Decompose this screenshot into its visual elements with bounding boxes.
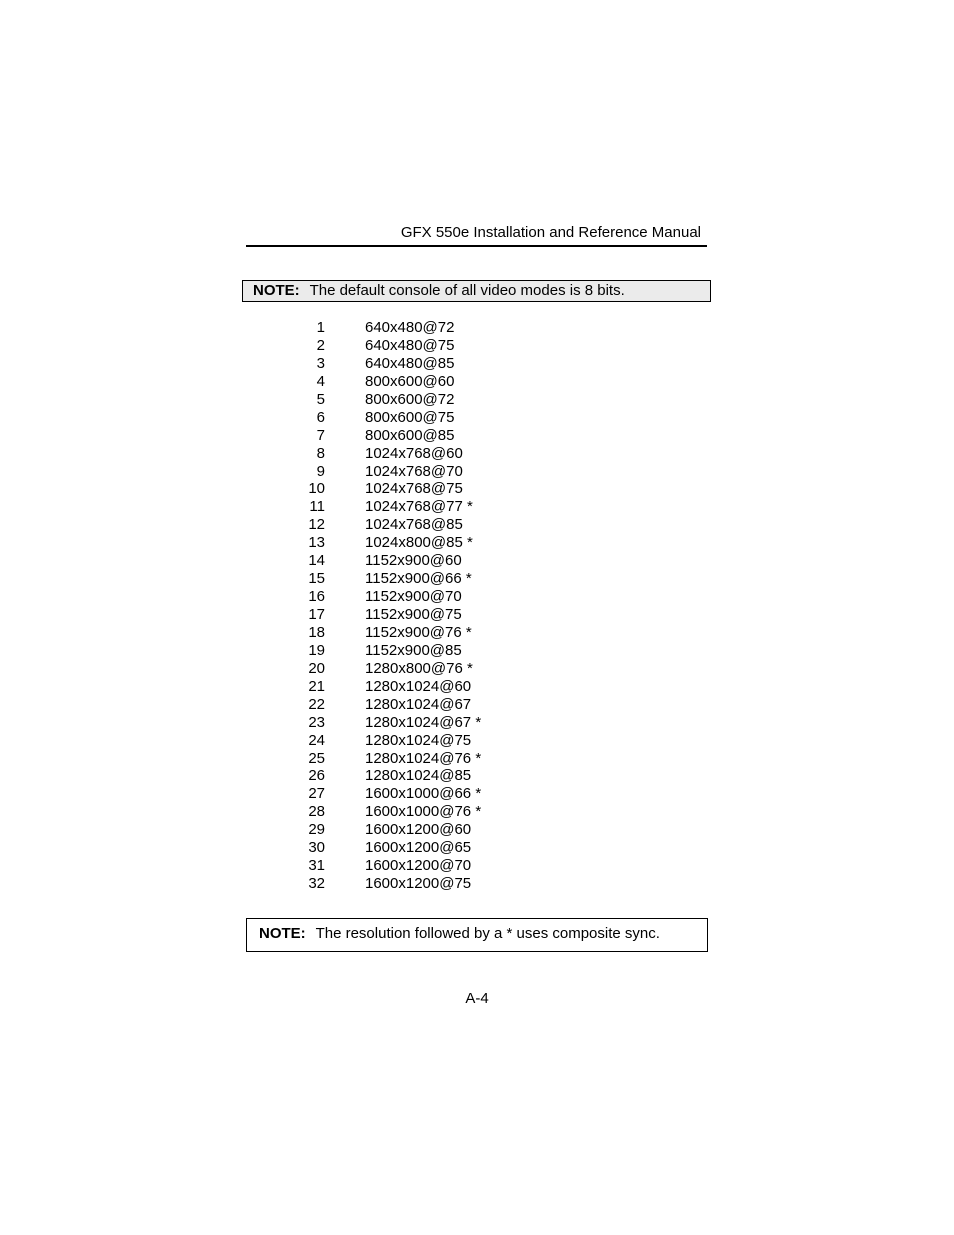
mode-number: 3 — [316, 354, 325, 372]
mode-resolution: 1280x1024@85 — [365, 767, 472, 785]
mode-number: 14 — [308, 552, 325, 570]
note-label: NOTE: — [253, 282, 300, 299]
mode-resolution: 800x600@75 — [365, 408, 455, 426]
mode-number: 12 — [308, 516, 325, 534]
mode-number: 25 — [308, 749, 325, 767]
mode-resolution: 1600x1000@76 * — [365, 803, 482, 821]
mode-number: 26 — [308, 767, 325, 785]
mode-number: 28 — [308, 803, 325, 821]
header-divider — [246, 245, 707, 247]
mode-number: 23 — [308, 713, 325, 731]
mode-number: 27 — [308, 785, 325, 803]
mode-number: 10 — [308, 480, 325, 498]
mode-resolution: 640x480@85 — [365, 354, 455, 372]
mode-number: 4 — [316, 372, 325, 390]
note-text: The resolution followed by a * uses composite sync. — [315, 925, 660, 942]
mode-resolution: 1024x768@77 * — [365, 498, 473, 516]
note-label: NOTE: — [259, 925, 306, 942]
mode-resolution: 1280x1024@67 — [365, 695, 472, 713]
mode-resolution: 1600x1200@60 — [365, 821, 472, 839]
mode-number: 16 — [308, 588, 325, 606]
mode-resolution: 1024x800@85 * — [365, 534, 473, 552]
mode-resolution: 1600x1000@66 * — [365, 785, 482, 803]
mode-resolution: 1152x900@70 — [365, 588, 462, 606]
mode-number: 18 — [308, 623, 325, 641]
mode-number: 11 — [309, 498, 325, 516]
mode-resolution: 1152x900@85 — [365, 641, 462, 659]
mode-number: 6 — [316, 408, 325, 426]
mode-number: 19 — [308, 641, 325, 659]
mode-resolution: 1024x768@75 — [365, 480, 463, 498]
mode-number: 5 — [316, 390, 325, 408]
mode-resolution: 800x600@85 — [365, 426, 455, 444]
mode-resolution: 1280x1024@67 * — [365, 713, 482, 731]
mode-resolution: 1600x1200@75 — [365, 875, 472, 893]
mode-resolution: 1152x900@76 * — [365, 623, 472, 641]
mode-resolution: 1152x900@75 — [365, 606, 462, 623]
mode-resolution: 1024x768@85 — [365, 516, 463, 534]
mode-number: 29 — [308, 821, 325, 839]
mode-number: 2 — [316, 336, 325, 354]
mode-resolution: 1600x1200@70 — [365, 857, 472, 875]
running-header-title: GFX 550e Installation and Reference Manual — [400, 224, 701, 241]
mode-number: 13 — [308, 534, 325, 552]
mode-number: 17 — [308, 606, 325, 623]
mode-number: 30 — [308, 839, 325, 857]
mode-resolution: 1600x1200@65 — [365, 839, 472, 857]
mode-number: 1 — [316, 319, 325, 336]
mode-number: 15 — [308, 570, 325, 588]
mode-number: 7 — [316, 426, 325, 444]
mode-resolution: 640x480@75 — [365, 336, 455, 354]
mode-resolution: 1280x1024@60 — [365, 677, 472, 695]
mode-number: 32 — [308, 875, 325, 893]
mode-number: 21 — [308, 677, 325, 695]
mode-resolution: 640x480@72 — [365, 319, 455, 336]
mode-resolution: 800x600@60 — [365, 372, 455, 390]
mode-resolution: 800x600@72 — [365, 390, 455, 408]
note-box-default-console — [242, 280, 711, 302]
mode-resolution: 1024x768@70 — [365, 462, 463, 480]
page-number: A-4 — [465, 990, 489, 1007]
note-text: The default console of all video modes is 8 bits. — [309, 282, 625, 299]
mode-resolution: 1152x900@66 * — [365, 570, 472, 588]
mode-number: 9 — [316, 462, 325, 480]
mode-number: 24 — [308, 731, 325, 749]
mode-resolution: 1024x768@60 — [365, 444, 463, 462]
mode-number: 20 — [308, 659, 325, 677]
mode-resolution: 1152x900@60 — [365, 552, 462, 570]
mode-number: 8 — [316, 444, 325, 462]
mode-number: 31 — [308, 857, 325, 875]
mode-resolution: 1280x1024@75 — [365, 731, 472, 749]
mode-number: 22 — [308, 695, 325, 713]
mode-resolution: 1280x1024@76 * — [365, 749, 482, 767]
note-box-composite-sync — [246, 918, 708, 952]
mode-resolution: 1280x800@76 * — [365, 659, 473, 677]
